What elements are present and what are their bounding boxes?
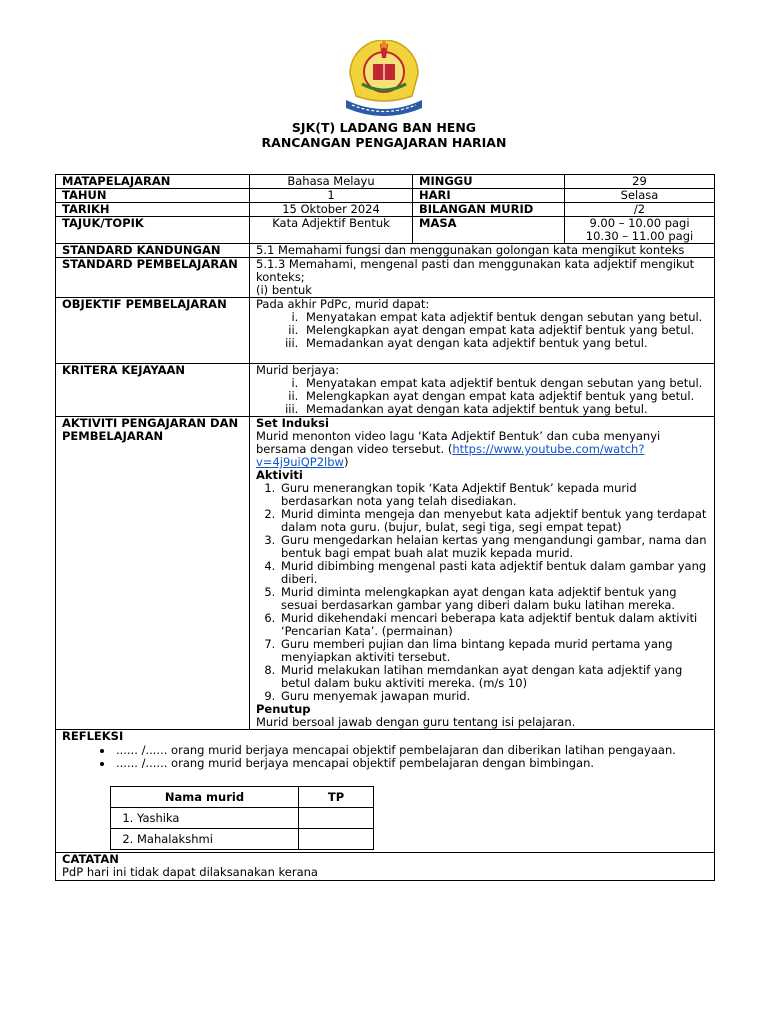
closing-title: Penutup bbox=[256, 702, 311, 716]
content-standard-value: 5.1 Memahami fungsi dan menggunakan golongan kata mengikut konteks bbox=[250, 244, 715, 258]
row-subject bbox=[56, 175, 715, 189]
induction-text bbox=[256, 430, 708, 469]
notes-label: CATATAN bbox=[62, 852, 119, 866]
activity-item: 1. Guru menerangkan topik ‘Kata Adjektif Bentuk’ kepada murid berdasarkan nota yang telah disediakan. bbox=[279, 482, 708, 508]
students-count-label: BILANGAN MURID bbox=[413, 203, 565, 217]
learning-standard-text: 5.1.3 Memahami, mengenal pasti dan menggunakan kata adjektif mengikut konteks; bbox=[256, 257, 695, 284]
table-row bbox=[111, 808, 374, 829]
row-year bbox=[56, 189, 715, 203]
table-row bbox=[111, 829, 374, 850]
time-label: MASA bbox=[413, 217, 565, 244]
row-content-standard bbox=[56, 244, 715, 258]
activities-value bbox=[250, 417, 715, 730]
reflection-cell bbox=[56, 730, 715, 853]
objectives-label: OBJEKTIF PEMBELAJARAN bbox=[56, 298, 250, 364]
reflection-item: • ...... /...... orang murid berjaya mencapai objektif pembelajaran dengan bimbingan. bbox=[114, 757, 708, 770]
induction-title: Set Induksi bbox=[256, 416, 329, 430]
activity-item: 2. Murid diminta mengeja dan menyebut kata adjektif bentuk yang terdapat dalam nota guru. (bujur, bulat, segi tiga, segi empat tepat) bbox=[279, 508, 708, 534]
date-label: TARIKH bbox=[56, 203, 250, 217]
tp-cell[interactable] bbox=[299, 829, 374, 850]
day-value: Selasa bbox=[565, 189, 715, 203]
student-table-header bbox=[111, 787, 374, 808]
student-name-cell bbox=[111, 808, 299, 829]
time-value bbox=[565, 217, 715, 244]
notes-cell bbox=[56, 853, 715, 881]
activity-item: 9. Guru menyemak jawapan murid. bbox=[279, 690, 708, 703]
date-value: 15 Oktober 2024 bbox=[250, 203, 413, 217]
activity-item: 6. Murid dikehendaki mencari beberapa kata adjektif bentuk dalam aktiviti ‘Pencarian Kata’. (permainan) bbox=[279, 612, 708, 638]
objectives-list bbox=[256, 311, 708, 350]
tp-cell[interactable] bbox=[299, 808, 374, 829]
closing-text: Murid bersoal jawab dengan guru tentang isi pelajaran. bbox=[256, 715, 576, 729]
criteria-item: i. Menyatakan empat kata adjektif bentuk dengan sebutan yang betul. bbox=[302, 377, 708, 390]
tp-header: TP bbox=[299, 787, 374, 808]
row-objectives bbox=[56, 298, 715, 364]
school-name: SJK(T) LADANG BAN HENG bbox=[291, 120, 477, 135]
document-title: RANCANGAN PENGAJARAN HARIAN bbox=[261, 135, 507, 150]
students-count-value: /2 bbox=[565, 203, 715, 217]
activity-item: 7. Guru memberi pujian dan lima bintang kepada murid pertama yang menyiapkan aktiviti tersebut. bbox=[279, 638, 708, 664]
row-topic bbox=[56, 217, 715, 244]
objectives-value bbox=[250, 298, 715, 364]
objective-item: ii. Melengkapkan ayat dengan empat kata adjektif bentuk yang betul. bbox=[302, 324, 708, 337]
week-value: 29 bbox=[565, 175, 715, 189]
school-logo bbox=[342, 40, 426, 118]
row-reflection bbox=[56, 730, 715, 853]
content-standard-label: STANDARD KANDUNGAN bbox=[56, 244, 250, 258]
topic-value: Kata Adjektif Bentuk bbox=[250, 217, 413, 244]
topic-label: TAJUK/TOPIK bbox=[56, 217, 250, 244]
row-criteria bbox=[56, 364, 715, 417]
subject-label: MATAPELAJARAN bbox=[56, 175, 250, 189]
criteria-label: KRITERA KEJAYAAN bbox=[56, 364, 250, 417]
student-name: 1. Yashika bbox=[137, 812, 292, 825]
student-name: 2. Mahalakshmi bbox=[137, 833, 292, 846]
row-date bbox=[56, 203, 715, 217]
objective-item: iii. Memadankan ayat dengan kata adjektif bentuk yang betul. bbox=[302, 337, 708, 350]
year-value: 1 bbox=[250, 189, 413, 203]
lesson-plan-table bbox=[55, 174, 715, 881]
activities-title: Aktiviti bbox=[256, 468, 303, 482]
activity-item: 3. Guru mengedarkan helaian kertas yang mengandungi gambar, nama dan bentuk bagi empat buah alat muzik kepada murid. bbox=[279, 534, 708, 560]
induction-body: Murid menonton video lagu ‘Kata Adjektif Bentuk’ dan cuba menyanyi bersama dengan video tersebut. ( bbox=[256, 429, 661, 456]
criteria-value bbox=[250, 364, 715, 417]
time-slot-1: 9.00 – 10.00 pagi bbox=[589, 216, 690, 230]
activities-list bbox=[256, 482, 708, 703]
day-label: HARI bbox=[413, 189, 565, 203]
reflection-label: REFLEKSI bbox=[62, 729, 124, 743]
objective-item: i. Menyatakan empat kata adjektif bentuk dengan sebutan yang betul. bbox=[302, 311, 708, 324]
reflection-item: • ...... /...... orang murid berjaya mencapai objektif pembelajaran dan diberikan latihan pengayaan. bbox=[114, 744, 708, 757]
student-name-header: Nama murid bbox=[111, 787, 299, 808]
learning-standard-sub: (i) bentuk bbox=[256, 283, 312, 297]
criteria-intro: Murid berjaya: bbox=[256, 363, 340, 377]
learning-standard-label: STANDARD PEMBELAJARAN bbox=[56, 258, 250, 298]
criteria-list bbox=[256, 377, 708, 416]
video-link[interactable]: https://www.youtube.com/watch?v=4j9uiQP2lbw bbox=[256, 442, 645, 469]
activity-item: 5. Murid diminta melengkapkan ayat dengan kata adjektif bentuk yang sesuai berdasarkan gambar yang diberi dalam buku latihan mereka. bbox=[279, 586, 708, 612]
student-name-cell bbox=[111, 829, 299, 850]
activity-item: 4. Murid dibimbing mengenal pasti kata adjektif bentuk dalam gambar yang diberi. bbox=[279, 560, 708, 586]
week-label: MINGGU bbox=[413, 175, 565, 189]
row-activities bbox=[56, 417, 715, 730]
activities-label: AKTIVITI PENGAJARAN DAN PEMBELAJARAN bbox=[56, 417, 250, 730]
reflection-list bbox=[62, 744, 708, 770]
subject-value: Bahasa Melayu bbox=[250, 175, 413, 189]
notes-text: PdP hari ini tidak dapat dilaksanakan kerana bbox=[62, 865, 318, 879]
time-slot-2: 10.30 – 11.00 pagi bbox=[585, 229, 694, 243]
year-label: TAHUN bbox=[56, 189, 250, 203]
objectives-intro: Pada akhir PdPc, murid dapat: bbox=[256, 297, 430, 311]
induction-close: ) bbox=[343, 455, 349, 469]
criteria-item: ii. Melengkapkan ayat dengan empat kata adjektif bentuk yang betul. bbox=[302, 390, 708, 403]
student-table bbox=[110, 786, 374, 850]
row-learning-standard bbox=[56, 258, 715, 298]
logo-ribbon bbox=[346, 100, 422, 116]
activity-item: 8. Murid melakukan latihan memdankan ayat dengan kata adjektif yang betul dalam buku aktiviti mereka. (m/s 10) bbox=[279, 664, 708, 690]
learning-standard-value bbox=[250, 258, 715, 298]
row-notes bbox=[56, 853, 715, 881]
criteria-item: iii. Memadankan ayat dengan kata adjektif bentuk yang betul. bbox=[302, 403, 708, 416]
